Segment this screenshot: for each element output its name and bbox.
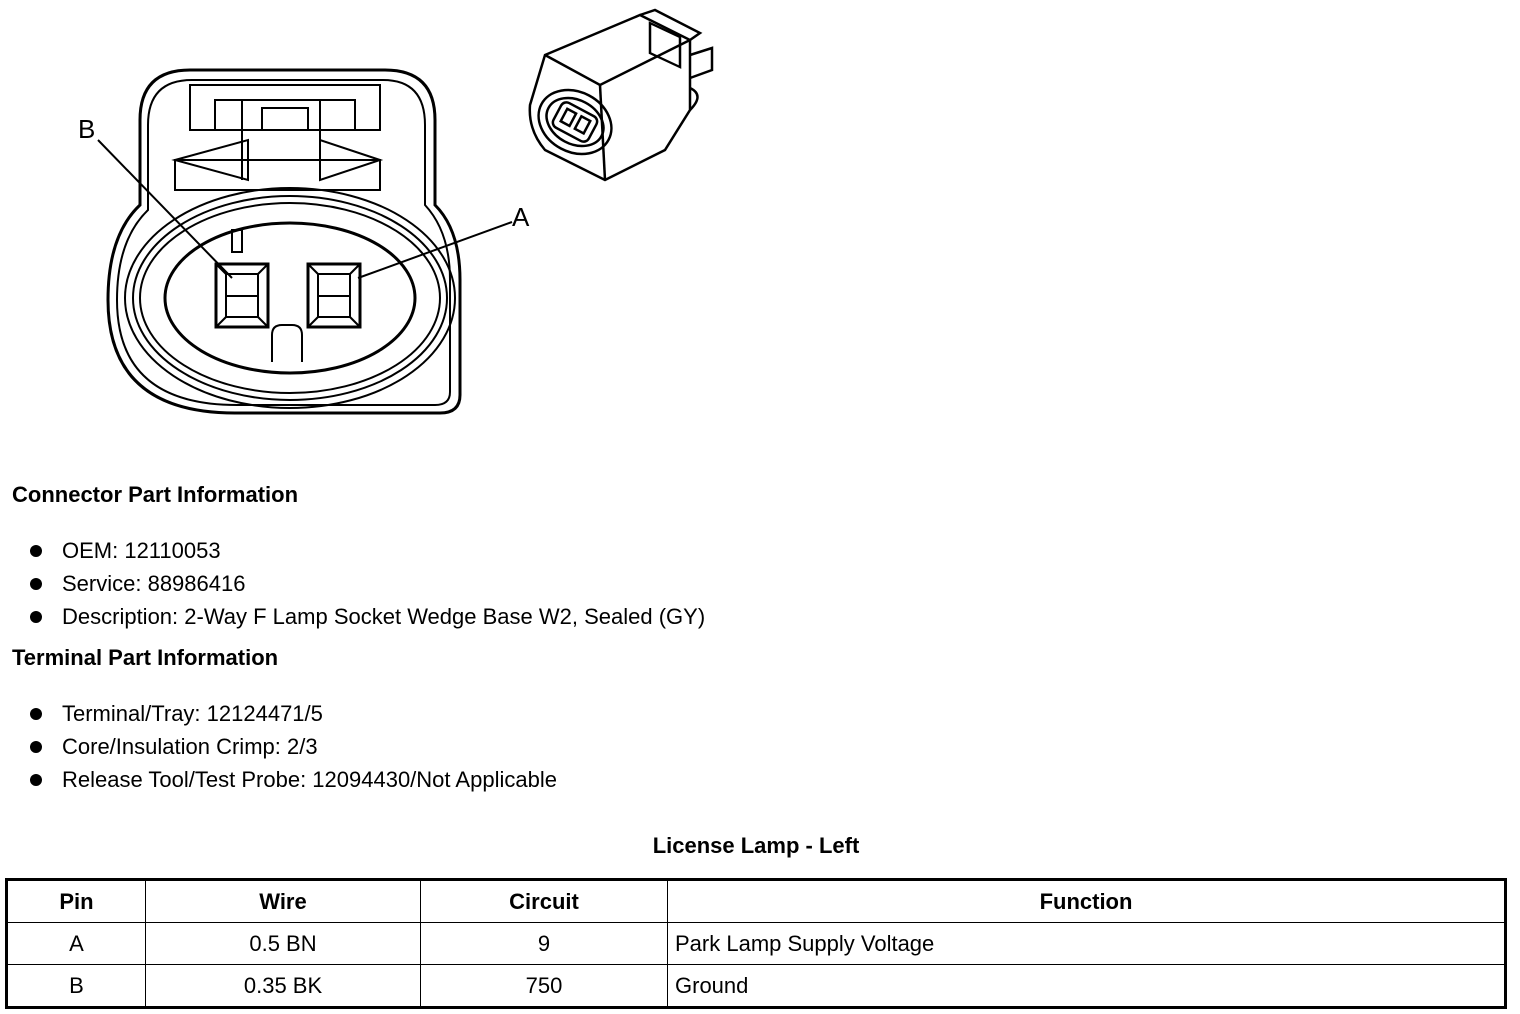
bullet-icon	[30, 774, 42, 786]
bullet-icon	[30, 545, 42, 557]
terminal-info-list	[30, 697, 557, 796]
bullet-icon	[30, 708, 42, 720]
pin-a-label: A	[512, 202, 530, 232]
list-item: Description: 2-Way F Lamp Socket Wedge Base W2, Sealed (GY)	[30, 600, 705, 633]
list-item: Service: 88986416	[30, 567, 705, 600]
list-item: OEM: 12110053	[30, 534, 705, 567]
column-header-function: Function	[668, 880, 1506, 923]
pinout-table	[5, 878, 1507, 1009]
list-item: Release Tool/Test Probe: 12094430/Not Applicable	[30, 763, 557, 796]
cell-function: Ground	[668, 965, 1506, 1008]
cell-wire: 0.35 BK	[146, 965, 421, 1008]
list-item: Terminal/Tray: 12124471/5	[30, 697, 557, 730]
table-row	[7, 965, 1506, 1008]
connector-face-outline	[108, 70, 460, 413]
column-header-pin: Pin	[7, 880, 146, 923]
table-row	[7, 923, 1506, 965]
list-item: Core/Insulation Crimp: 2/3	[30, 730, 557, 763]
cavity-b	[216, 264, 268, 327]
cavity-a	[308, 264, 360, 327]
cell-wire: 0.5 BN	[146, 923, 421, 965]
bullet-icon	[30, 611, 42, 623]
bullet-icon	[30, 578, 42, 590]
column-header-circuit: Circuit	[421, 880, 668, 923]
cell-circuit: 750	[421, 965, 668, 1008]
bullet-icon	[30, 741, 42, 753]
table-header-row	[7, 880, 1506, 923]
table-title: License Lamp - Left	[652, 833, 860, 858]
cell-function: Park Lamp Supply Voltage	[668, 923, 1506, 965]
connector-drawing	[0, 0, 740, 430]
column-header-wire: Wire	[146, 880, 421, 923]
cell-pin: B	[7, 965, 146, 1008]
connector-info-heading: Connector Part Information	[12, 482, 299, 507]
leader-line-a	[358, 222, 512, 278]
cell-pin: A	[7, 923, 146, 965]
pin-b-label: B	[78, 114, 96, 144]
terminal-info-heading: Terminal Part Information	[12, 645, 279, 670]
connector-info-list	[30, 534, 705, 633]
connector-isometric-view	[527, 10, 712, 180]
cell-circuit: 9	[421, 923, 668, 965]
